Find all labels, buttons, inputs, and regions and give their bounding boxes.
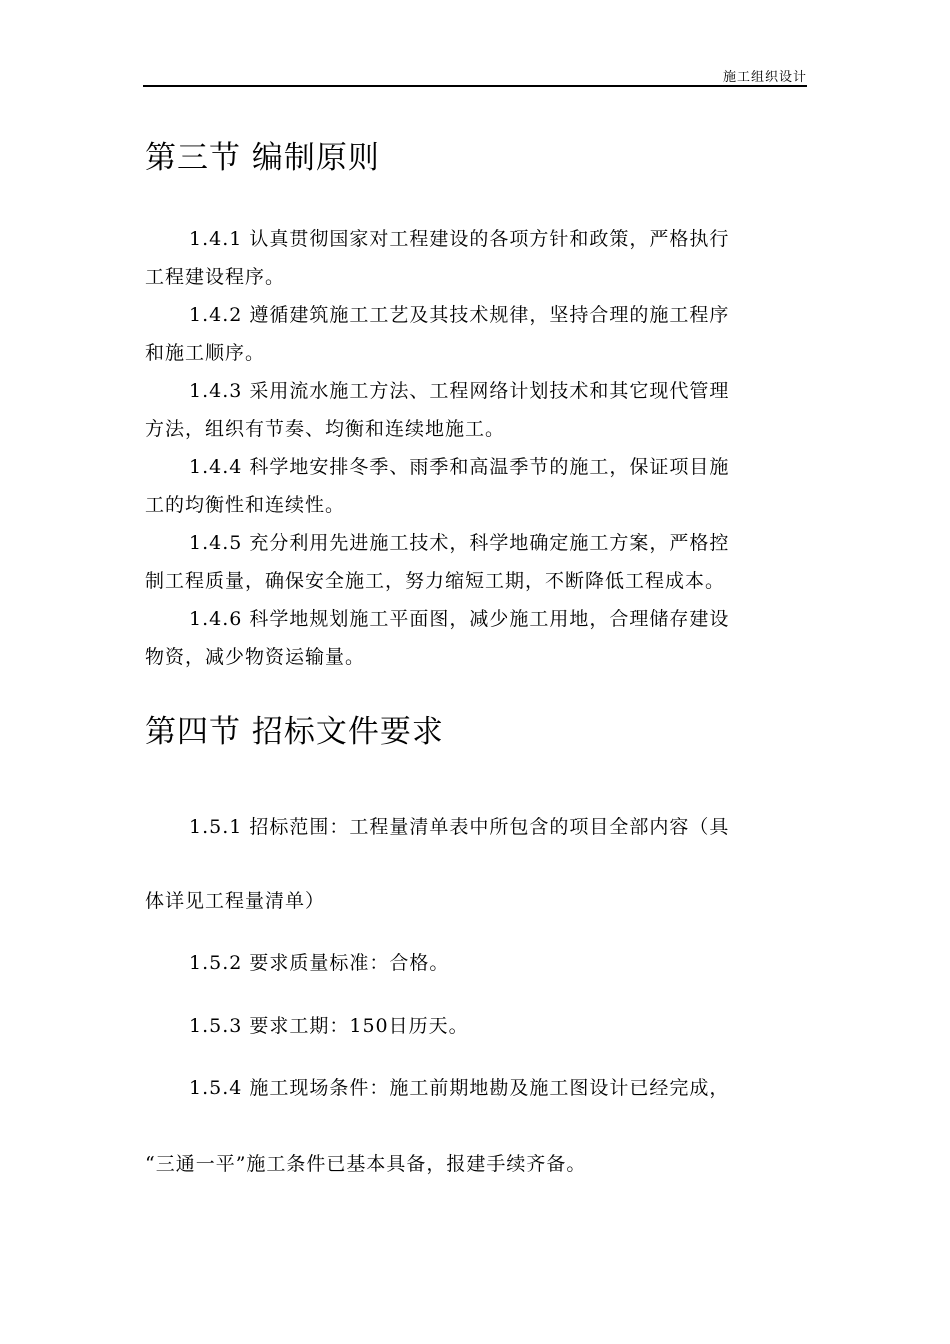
clause-line: 1.5.2 要求质量标准：合格。 <box>189 952 450 974</box>
clause-line: 和施工顺序。 <box>145 342 266 364</box>
clause-line: 物资，减少物资运输量。 <box>145 646 366 668</box>
clause-line: 1.4.5 充分利用先进施工技术，科学地确定施工方案，严格控 <box>189 532 730 554</box>
clause-line: 1.4.6 科学地规划施工平面图，减少施工用地，合理储存建设 <box>189 608 730 630</box>
clause-line: 1.5.1 招标范围：工程量清单表中所包含的项目全部内容（具 <box>189 816 730 838</box>
clause-line: “三通一平”施工条件已基本具备，报建手续齐备。 <box>145 1153 587 1175</box>
section-4-heading: 第四节 招标文件要求 <box>145 714 444 750</box>
clause-line: 工的均衡性和连续性。 <box>145 494 346 516</box>
clause-line: 体详见工程量清单） <box>145 890 326 912</box>
clause-line: 1.4.4 科学地安排冬季、雨季和高温季节的施工，保证项目施 <box>189 456 730 478</box>
header-divider <box>143 85 807 87</box>
page-header-title: 施工组织设计 <box>722 70 807 85</box>
clause-line: 1.4.2 遵循建筑施工工艺及其技术规律，坚持合理的施工程序 <box>189 304 730 326</box>
clause-line: 1.4.3 采用流水施工方法、工程网络计划技术和其它现代管理 <box>189 380 730 402</box>
clause-line: 工程建设程序。 <box>145 266 286 288</box>
clause-line: 1.4.1 认真贯彻国家对工程建设的各项方针和政策，严格执行 <box>189 228 730 250</box>
clause-line: 制工程质量，确保安全施工，努力缩短工期，不断降低工程成本。 <box>145 570 726 592</box>
clause-line: 1.5.4 施工现场条件：施工前期地勘及施工图设计已经完成， <box>189 1077 730 1099</box>
clause-line: 方法，组织有节奏、均衡和连续地施工。 <box>145 418 506 440</box>
section-3-heading: 第三节 编制原则 <box>145 140 380 176</box>
clause-line: 1.5.3 要求工期：150日历天。 <box>189 1015 469 1037</box>
